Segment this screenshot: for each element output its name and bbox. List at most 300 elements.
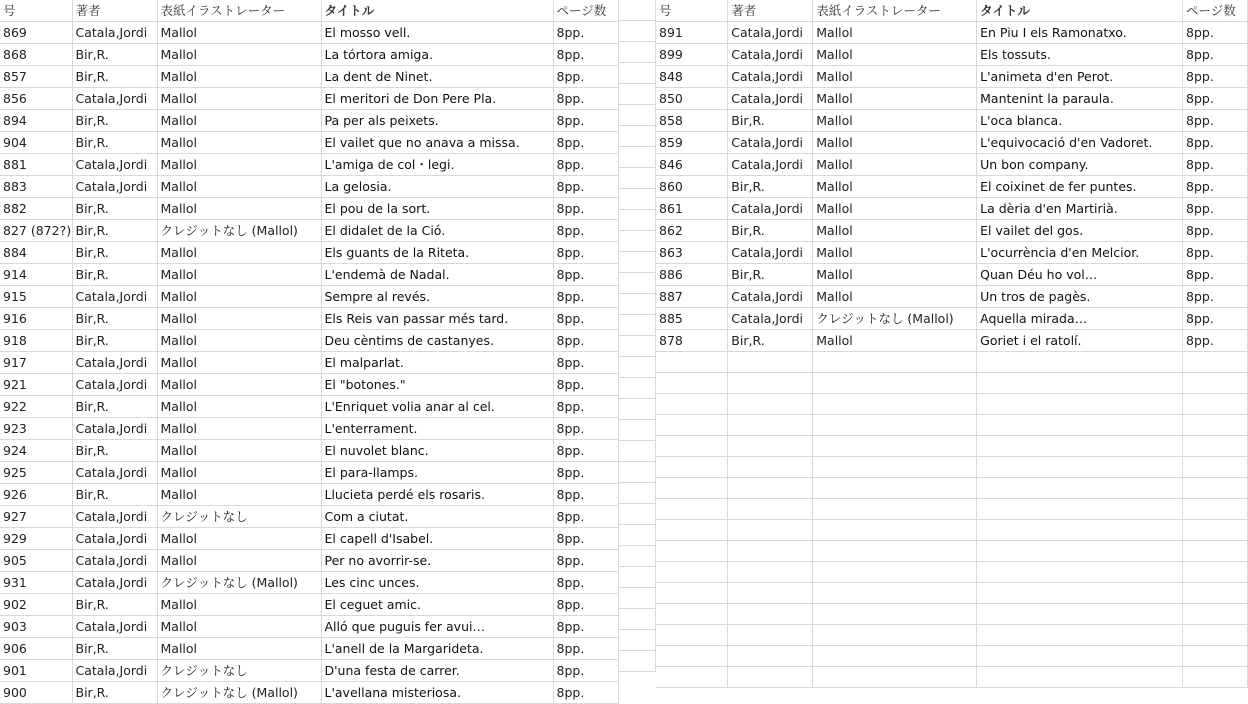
empty-cell[interactable]	[977, 625, 1183, 646]
header-number[interactable]: 号	[0, 0, 72, 22]
empty-cell[interactable]	[728, 457, 813, 478]
empty-cell[interactable]	[1183, 604, 1248, 625]
cell-pages[interactable]: 8pp.	[1183, 308, 1248, 330]
cell-title[interactable]: Alló que puguis fer avui…	[321, 616, 553, 638]
cell-author[interactable]: Catala,Jordi	[728, 132, 813, 154]
cell-illustrator[interactable]: Mallol	[157, 462, 321, 484]
cell-pages[interactable]: 8pp.	[1183, 88, 1248, 110]
empty-cell[interactable]	[618, 378, 656, 399]
empty-cell[interactable]	[656, 478, 728, 499]
cell-illustrator[interactable]: Mallol	[813, 286, 977, 308]
header-illustrator[interactable]: 表紙イラストレーター	[813, 0, 977, 22]
cell-pages[interactable]: 8pp.	[553, 220, 618, 242]
cell-illustrator[interactable]: Mallol	[813, 88, 977, 110]
cell-illustrator[interactable]: クレジットなし (Mallol)	[157, 220, 321, 242]
empty-cell[interactable]	[618, 126, 656, 147]
empty-cell[interactable]	[813, 373, 977, 394]
cell-title[interactable]: Com a ciutat.	[321, 506, 553, 528]
cell-illustrator[interactable]: Mallol	[813, 154, 977, 176]
cell-pages[interactable]: 8pp.	[553, 462, 618, 484]
cell-author[interactable]: Bir,R.	[72, 638, 157, 660]
cell-number[interactable]: 887	[656, 286, 728, 308]
cell-illustrator[interactable]: Mallol	[157, 110, 321, 132]
empty-cell[interactable]	[728, 541, 813, 562]
empty-cell[interactable]	[1183, 499, 1248, 520]
empty-cell[interactable]	[618, 651, 656, 672]
cell-author[interactable]: Bir,R.	[72, 132, 157, 154]
cell-title[interactable]: El nuvolet blanc.	[321, 440, 553, 462]
empty-cell[interactable]	[728, 352, 813, 373]
cell-pages[interactable]: 8pp.	[553, 286, 618, 308]
cell-author[interactable]: Bir,R.	[72, 396, 157, 418]
cell-title[interactable]: El vailet del gos.	[977, 220, 1183, 242]
cell-number[interactable]: 923	[0, 418, 72, 440]
cell-author[interactable]: Catala,Jordi	[728, 242, 813, 264]
cell-number[interactable]: 927	[0, 506, 72, 528]
empty-cell[interactable]	[656, 394, 728, 415]
cell-number[interactable]: 859	[656, 132, 728, 154]
empty-cell[interactable]	[1183, 457, 1248, 478]
cell-author[interactable]: Catala,Jordi	[72, 22, 157, 44]
cell-number[interactable]: 899	[656, 44, 728, 66]
cell-number[interactable]: 862	[656, 220, 728, 242]
cell-illustrator[interactable]: クレジットなし (Mallol)	[157, 572, 321, 594]
empty-cell[interactable]	[618, 462, 656, 483]
empty-cell[interactable]	[813, 562, 977, 583]
empty-cell[interactable]	[977, 646, 1183, 667]
cell-illustrator[interactable]: Mallol	[157, 396, 321, 418]
cell-number[interactable]: 931	[0, 572, 72, 594]
cell-title[interactable]: Un tros de pagès.	[977, 286, 1183, 308]
cell-pages[interactable]: 8pp.	[553, 44, 618, 66]
cell-title[interactable]: El vailet que no anava a missa.	[321, 132, 553, 154]
cell-pages[interactable]: 8pp.	[1183, 264, 1248, 286]
empty-cell[interactable]	[813, 436, 977, 457]
cell-author[interactable]: Catala,Jordi	[72, 352, 157, 374]
cell-illustrator[interactable]: Mallol	[157, 176, 321, 198]
cell-illustrator[interactable]: Mallol	[157, 154, 321, 176]
cell-author[interactable]: Catala,Jordi	[72, 616, 157, 638]
cell-pages[interactable]: 8pp.	[553, 660, 618, 682]
cell-illustrator[interactable]: Mallol	[157, 440, 321, 462]
cell-number[interactable]: 846	[656, 154, 728, 176]
cell-pages[interactable]: 8pp.	[1183, 176, 1248, 198]
empty-cell[interactable]	[618, 441, 656, 462]
cell-title[interactable]: El didalet de la Ció.	[321, 220, 553, 242]
cell-illustrator[interactable]: Mallol	[813, 44, 977, 66]
header-illustrator[interactable]: 表紙イラストレーター	[157, 0, 321, 22]
cell-pages[interactable]: 8pp.	[1183, 242, 1248, 264]
empty-cell[interactable]	[813, 499, 977, 520]
cell-pages[interactable]: 8pp.	[553, 638, 618, 660]
cell-number[interactable]: 882	[0, 198, 72, 220]
cell-number[interactable]: 906	[0, 638, 72, 660]
cell-pages[interactable]: 8pp.	[1183, 132, 1248, 154]
empty-cell[interactable]	[618, 588, 656, 609]
empty-cell[interactable]	[656, 541, 728, 562]
cell-pages[interactable]: 8pp.	[553, 440, 618, 462]
cell-pages[interactable]: 8pp.	[553, 594, 618, 616]
empty-cell[interactable]	[656, 583, 728, 604]
empty-cell[interactable]	[656, 667, 728, 688]
cell-illustrator[interactable]: Mallol	[813, 220, 977, 242]
empty-cell[interactable]	[1183, 520, 1248, 541]
empty-cell[interactable]	[618, 567, 656, 588]
header-title[interactable]: タイトル	[321, 0, 553, 22]
cell-number[interactable]: 827 (872?)	[0, 220, 72, 242]
empty-cell[interactable]	[1183, 394, 1248, 415]
cell-illustrator[interactable]: Mallol	[157, 484, 321, 506]
empty-cell[interactable]	[618, 252, 656, 273]
cell-title[interactable]: La gelosia.	[321, 176, 553, 198]
cell-title[interactable]: L'oca blanca.	[977, 110, 1183, 132]
empty-cell[interactable]	[656, 352, 728, 373]
cell-number[interactable]: 869	[0, 22, 72, 44]
cell-illustrator[interactable]: Mallol	[157, 528, 321, 550]
cell-number[interactable]: 903	[0, 616, 72, 638]
cell-pages[interactable]: 8pp.	[553, 110, 618, 132]
empty-cell[interactable]	[618, 105, 656, 126]
empty-cell[interactable]	[618, 357, 656, 378]
cell-illustrator[interactable]: クレジットなし	[157, 660, 321, 682]
cell-author[interactable]: Catala,Jordi	[728, 198, 813, 220]
cell-pages[interactable]: 8pp.	[553, 528, 618, 550]
cell-pages[interactable]: 8pp.	[1183, 330, 1248, 352]
empty-cell[interactable]	[813, 625, 977, 646]
empty-cell[interactable]	[977, 394, 1183, 415]
cell-title[interactable]: El para-llamps.	[321, 462, 553, 484]
cell-author[interactable]: Catala,Jordi	[72, 176, 157, 198]
empty-cell[interactable]	[618, 21, 656, 42]
empty-cell[interactable]	[977, 562, 1183, 583]
empty-cell[interactable]	[977, 457, 1183, 478]
cell-author[interactable]: Bir,R.	[72, 484, 157, 506]
empty-cell[interactable]	[618, 315, 656, 336]
cell-illustrator[interactable]: Mallol	[157, 286, 321, 308]
cell-illustrator[interactable]: Mallol	[813, 66, 977, 88]
cell-pages[interactable]: 8pp.	[553, 484, 618, 506]
cell-title[interactable]: En Piu I els Ramonatxo.	[977, 22, 1183, 44]
cell-illustrator[interactable]: クレジットなし	[157, 506, 321, 528]
cell-author[interactable]: Catala,Jordi	[72, 462, 157, 484]
cell-title[interactable]: El malparlat.	[321, 352, 553, 374]
cell-number[interactable]: 894	[0, 110, 72, 132]
cell-title[interactable]: Les cinc unces.	[321, 572, 553, 594]
empty-cell[interactable]	[813, 583, 977, 604]
cell-title[interactable]: L'endemà de Nadal.	[321, 264, 553, 286]
cell-title[interactable]: La dèria d'en Martirià.	[977, 198, 1183, 220]
cell-illustrator[interactable]: Mallol	[813, 22, 977, 44]
cell-author[interactable]: Bir,R.	[72, 220, 157, 242]
header-author[interactable]: 著者	[72, 0, 157, 22]
cell-author[interactable]: Catala,Jordi	[728, 66, 813, 88]
empty-cell[interactable]	[618, 420, 656, 441]
cell-illustrator[interactable]: Mallol	[157, 418, 321, 440]
empty-cell[interactable]	[618, 336, 656, 357]
cell-pages[interactable]: 8pp.	[553, 506, 618, 528]
empty-cell[interactable]	[656, 373, 728, 394]
empty-cell[interactable]	[977, 499, 1183, 520]
cell-illustrator[interactable]: Mallol	[157, 132, 321, 154]
empty-cell[interactable]	[618, 210, 656, 231]
cell-number[interactable]: 924	[0, 440, 72, 462]
cell-pages[interactable]: 8pp.	[553, 418, 618, 440]
empty-cell[interactable]	[618, 84, 656, 105]
cell-pages[interactable]: 8pp.	[553, 550, 618, 572]
cell-title[interactable]: Els Reis van passar més tard.	[321, 308, 553, 330]
cell-illustrator[interactable]: Mallol	[813, 132, 977, 154]
cell-author[interactable]: Catala,Jordi	[72, 550, 157, 572]
empty-cell[interactable]	[977, 415, 1183, 436]
cell-author[interactable]: Bir,R.	[728, 330, 813, 352]
empty-cell[interactable]	[1183, 478, 1248, 499]
cell-title[interactable]: Els guants de la Riteta.	[321, 242, 553, 264]
empty-cell[interactable]	[618, 189, 656, 210]
empty-cell[interactable]	[618, 273, 656, 294]
cell-number[interactable]: 857	[0, 66, 72, 88]
cell-illustrator[interactable]: クレジットなし (Mallol)	[157, 682, 321, 704]
cell-title[interactable]: La dent de Ninet.	[321, 66, 553, 88]
empty-cell[interactable]	[813, 457, 977, 478]
cell-author[interactable]: Catala,Jordi	[72, 506, 157, 528]
cell-number[interactable]: 915	[0, 286, 72, 308]
empty-cell[interactable]	[728, 667, 813, 688]
cell-pages[interactable]: 8pp.	[553, 682, 618, 704]
cell-title[interactable]: L'equivocació d'en Vadoret.	[977, 132, 1183, 154]
empty-cell[interactable]	[977, 667, 1183, 688]
empty-cell[interactable]	[618, 399, 656, 420]
empty-cell[interactable]	[1183, 583, 1248, 604]
cell-author[interactable]: Catala,Jordi	[728, 88, 813, 110]
empty-cell[interactable]	[618, 483, 656, 504]
empty-cell[interactable]	[728, 625, 813, 646]
cell-illustrator[interactable]: Mallol	[157, 550, 321, 572]
cell-author[interactable]: Catala,Jordi	[72, 88, 157, 110]
cell-author[interactable]: Bir,R.	[72, 110, 157, 132]
cell-pages[interactable]: 8pp.	[1183, 22, 1248, 44]
empty-cell[interactable]	[618, 147, 656, 168]
cell-illustrator[interactable]: Mallol	[157, 66, 321, 88]
cell-title[interactable]: Per no avorrir-se.	[321, 550, 553, 572]
cell-title[interactable]: Aquella mirada…	[977, 308, 1183, 330]
cell-number[interactable]: 905	[0, 550, 72, 572]
empty-cell[interactable]	[618, 0, 656, 21]
empty-cell[interactable]	[1183, 436, 1248, 457]
cell-title[interactable]: El "botones."	[321, 374, 553, 396]
empty-cell[interactable]	[728, 646, 813, 667]
cell-illustrator[interactable]: Mallol	[157, 352, 321, 374]
cell-number[interactable]: 929	[0, 528, 72, 550]
empty-cell[interactable]	[977, 352, 1183, 373]
cell-pages[interactable]: 8pp.	[553, 198, 618, 220]
empty-cell[interactable]	[977, 604, 1183, 625]
cell-author[interactable]: Bir,R.	[72, 242, 157, 264]
cell-number[interactable]: 904	[0, 132, 72, 154]
cell-illustrator[interactable]: Mallol	[813, 110, 977, 132]
cell-number[interactable]: 918	[0, 330, 72, 352]
cell-number[interactable]: 868	[0, 44, 72, 66]
cell-pages[interactable]: 8pp.	[1183, 286, 1248, 308]
cell-illustrator[interactable]: Mallol	[157, 308, 321, 330]
cell-author[interactable]: Catala,Jordi	[728, 44, 813, 66]
empty-cell[interactable]	[977, 373, 1183, 394]
cell-illustrator[interactable]: Mallol	[813, 176, 977, 198]
cell-author[interactable]: Catala,Jordi	[728, 308, 813, 330]
empty-cell[interactable]	[656, 499, 728, 520]
empty-cell[interactable]	[813, 646, 977, 667]
empty-cell[interactable]	[1183, 667, 1248, 688]
cell-pages[interactable]: 8pp.	[1183, 220, 1248, 242]
header-author[interactable]: 著者	[728, 0, 813, 22]
cell-number[interactable]: 916	[0, 308, 72, 330]
cell-pages[interactable]: 8pp.	[553, 88, 618, 110]
cell-author[interactable]: Catala,Jordi	[72, 286, 157, 308]
empty-cell[interactable]	[656, 625, 728, 646]
cell-illustrator[interactable]: Mallol	[157, 616, 321, 638]
cell-illustrator[interactable]: Mallol	[813, 264, 977, 286]
cell-illustrator[interactable]: Mallol	[157, 374, 321, 396]
cell-number[interactable]: 914	[0, 264, 72, 286]
empty-cell[interactable]	[728, 499, 813, 520]
cell-illustrator[interactable]: Mallol	[157, 330, 321, 352]
cell-title[interactable]: Llucieta perdé els rosaris.	[321, 484, 553, 506]
cell-author[interactable]: Bir,R.	[72, 308, 157, 330]
empty-cell[interactable]	[656, 562, 728, 583]
cell-pages[interactable]: 8pp.	[553, 352, 618, 374]
empty-cell[interactable]	[977, 541, 1183, 562]
cell-number[interactable]: 883	[0, 176, 72, 198]
empty-cell[interactable]	[977, 436, 1183, 457]
cell-author[interactable]: Bir,R.	[728, 176, 813, 198]
cell-illustrator[interactable]: クレジットなし (Mallol)	[813, 308, 977, 330]
cell-pages[interactable]: 8pp.	[553, 132, 618, 154]
cell-number[interactable]: 861	[656, 198, 728, 220]
cell-pages[interactable]: 8pp.	[553, 572, 618, 594]
cell-author[interactable]: Bir,R.	[72, 198, 157, 220]
cell-title[interactable]: L'Enriquet volia anar al cel.	[321, 396, 553, 418]
empty-cell[interactable]	[728, 436, 813, 457]
cell-illustrator[interactable]: Mallol	[813, 242, 977, 264]
cell-number[interactable]: 856	[0, 88, 72, 110]
cell-title[interactable]: El pou de la sort.	[321, 198, 553, 220]
empty-cell[interactable]	[656, 520, 728, 541]
header-title[interactable]: タイトル	[977, 0, 1183, 22]
empty-cell[interactable]	[618, 42, 656, 63]
cell-author[interactable]: Catala,Jordi	[72, 374, 157, 396]
cell-number[interactable]: 902	[0, 594, 72, 616]
empty-cell[interactable]	[1183, 625, 1248, 646]
cell-number[interactable]: 885	[656, 308, 728, 330]
empty-cell[interactable]	[618, 609, 656, 630]
header-pages[interactable]: ページ数	[1183, 0, 1248, 22]
cell-number[interactable]: 863	[656, 242, 728, 264]
empty-cell[interactable]	[1183, 646, 1248, 667]
cell-title[interactable]: L'amiga de col・legi.	[321, 154, 553, 176]
cell-title[interactable]: Mantenint la paraula.	[977, 88, 1183, 110]
cell-author[interactable]: Bir,R.	[72, 44, 157, 66]
cell-author[interactable]: Bir,R.	[72, 440, 157, 462]
cell-author[interactable]: Bir,R.	[72, 264, 157, 286]
empty-cell[interactable]	[1183, 562, 1248, 583]
cell-number[interactable]: 900	[0, 682, 72, 704]
empty-cell[interactable]	[813, 415, 977, 436]
cell-illustrator[interactable]: Mallol	[813, 198, 977, 220]
cell-pages[interactable]: 8pp.	[553, 176, 618, 198]
empty-cell[interactable]	[618, 63, 656, 84]
cell-number[interactable]: 860	[656, 176, 728, 198]
empty-cell[interactable]	[977, 520, 1183, 541]
cell-title[interactable]: L'animeta d'en Perot.	[977, 66, 1183, 88]
cell-pages[interactable]: 8pp.	[553, 330, 618, 352]
cell-title[interactable]: Quan Déu ho vol…	[977, 264, 1183, 286]
cell-author[interactable]: Bir,R.	[728, 220, 813, 242]
cell-author[interactable]: Bir,R.	[728, 110, 813, 132]
cell-illustrator[interactable]: Mallol	[157, 22, 321, 44]
cell-illustrator[interactable]: Mallol	[157, 264, 321, 286]
empty-cell[interactable]	[813, 667, 977, 688]
cell-title[interactable]: El capell d'Isabel.	[321, 528, 553, 550]
cell-number[interactable]: 917	[0, 352, 72, 374]
empty-cell[interactable]	[728, 583, 813, 604]
cell-pages[interactable]: 8pp.	[1183, 110, 1248, 132]
cell-author[interactable]: Bir,R.	[72, 66, 157, 88]
cell-number[interactable]: 891	[656, 22, 728, 44]
cell-author[interactable]: Catala,Jordi	[72, 528, 157, 550]
empty-cell[interactable]	[656, 604, 728, 625]
empty-cell[interactable]	[728, 373, 813, 394]
cell-author[interactable]: Catala,Jordi	[72, 418, 157, 440]
cell-illustrator[interactable]: Mallol	[157, 198, 321, 220]
cell-title[interactable]: L'anell de la Margarideta.	[321, 638, 553, 660]
empty-cell[interactable]	[1183, 415, 1248, 436]
cell-pages[interactable]: 8pp.	[553, 374, 618, 396]
empty-cell[interactable]	[618, 168, 656, 189]
cell-title[interactable]: L'avellana misteriosa.	[321, 682, 553, 704]
cell-illustrator[interactable]: Mallol	[157, 242, 321, 264]
cell-number[interactable]: 881	[0, 154, 72, 176]
cell-author[interactable]: Catala,Jordi	[72, 154, 157, 176]
cell-number[interactable]: 850	[656, 88, 728, 110]
cell-author[interactable]: Catala,Jordi	[72, 660, 157, 682]
empty-cell[interactable]	[656, 646, 728, 667]
empty-cell[interactable]	[656, 436, 728, 457]
cell-title[interactable]: Pa per als peixets.	[321, 110, 553, 132]
cell-pages[interactable]: 8pp.	[553, 616, 618, 638]
cell-title[interactable]: Deu cèntims de castanyes.	[321, 330, 553, 352]
cell-title[interactable]: Un bon company.	[977, 154, 1183, 176]
cell-illustrator[interactable]: Mallol	[157, 638, 321, 660]
cell-title[interactable]: D'una festa de carrer.	[321, 660, 553, 682]
empty-cell[interactable]	[813, 352, 977, 373]
cell-illustrator[interactable]: Mallol	[157, 88, 321, 110]
empty-cell[interactable]	[728, 394, 813, 415]
cell-number[interactable]: 925	[0, 462, 72, 484]
cell-pages[interactable]: 8pp.	[553, 154, 618, 176]
empty-cell[interactable]	[618, 525, 656, 546]
cell-pages[interactable]: 8pp.	[1183, 66, 1248, 88]
cell-number[interactable]: 878	[656, 330, 728, 352]
cell-author[interactable]: Bir,R.	[72, 594, 157, 616]
empty-cell[interactable]	[618, 504, 656, 525]
empty-cell[interactable]	[813, 478, 977, 499]
cell-pages[interactable]: 8pp.	[1183, 44, 1248, 66]
cell-pages[interactable]: 8pp.	[1183, 198, 1248, 220]
cell-number[interactable]: 926	[0, 484, 72, 506]
cell-title[interactable]: El mosso vell.	[321, 22, 553, 44]
empty-cell[interactable]	[618, 294, 656, 315]
cell-author[interactable]: Bir,R.	[72, 330, 157, 352]
empty-cell[interactable]	[618, 630, 656, 651]
